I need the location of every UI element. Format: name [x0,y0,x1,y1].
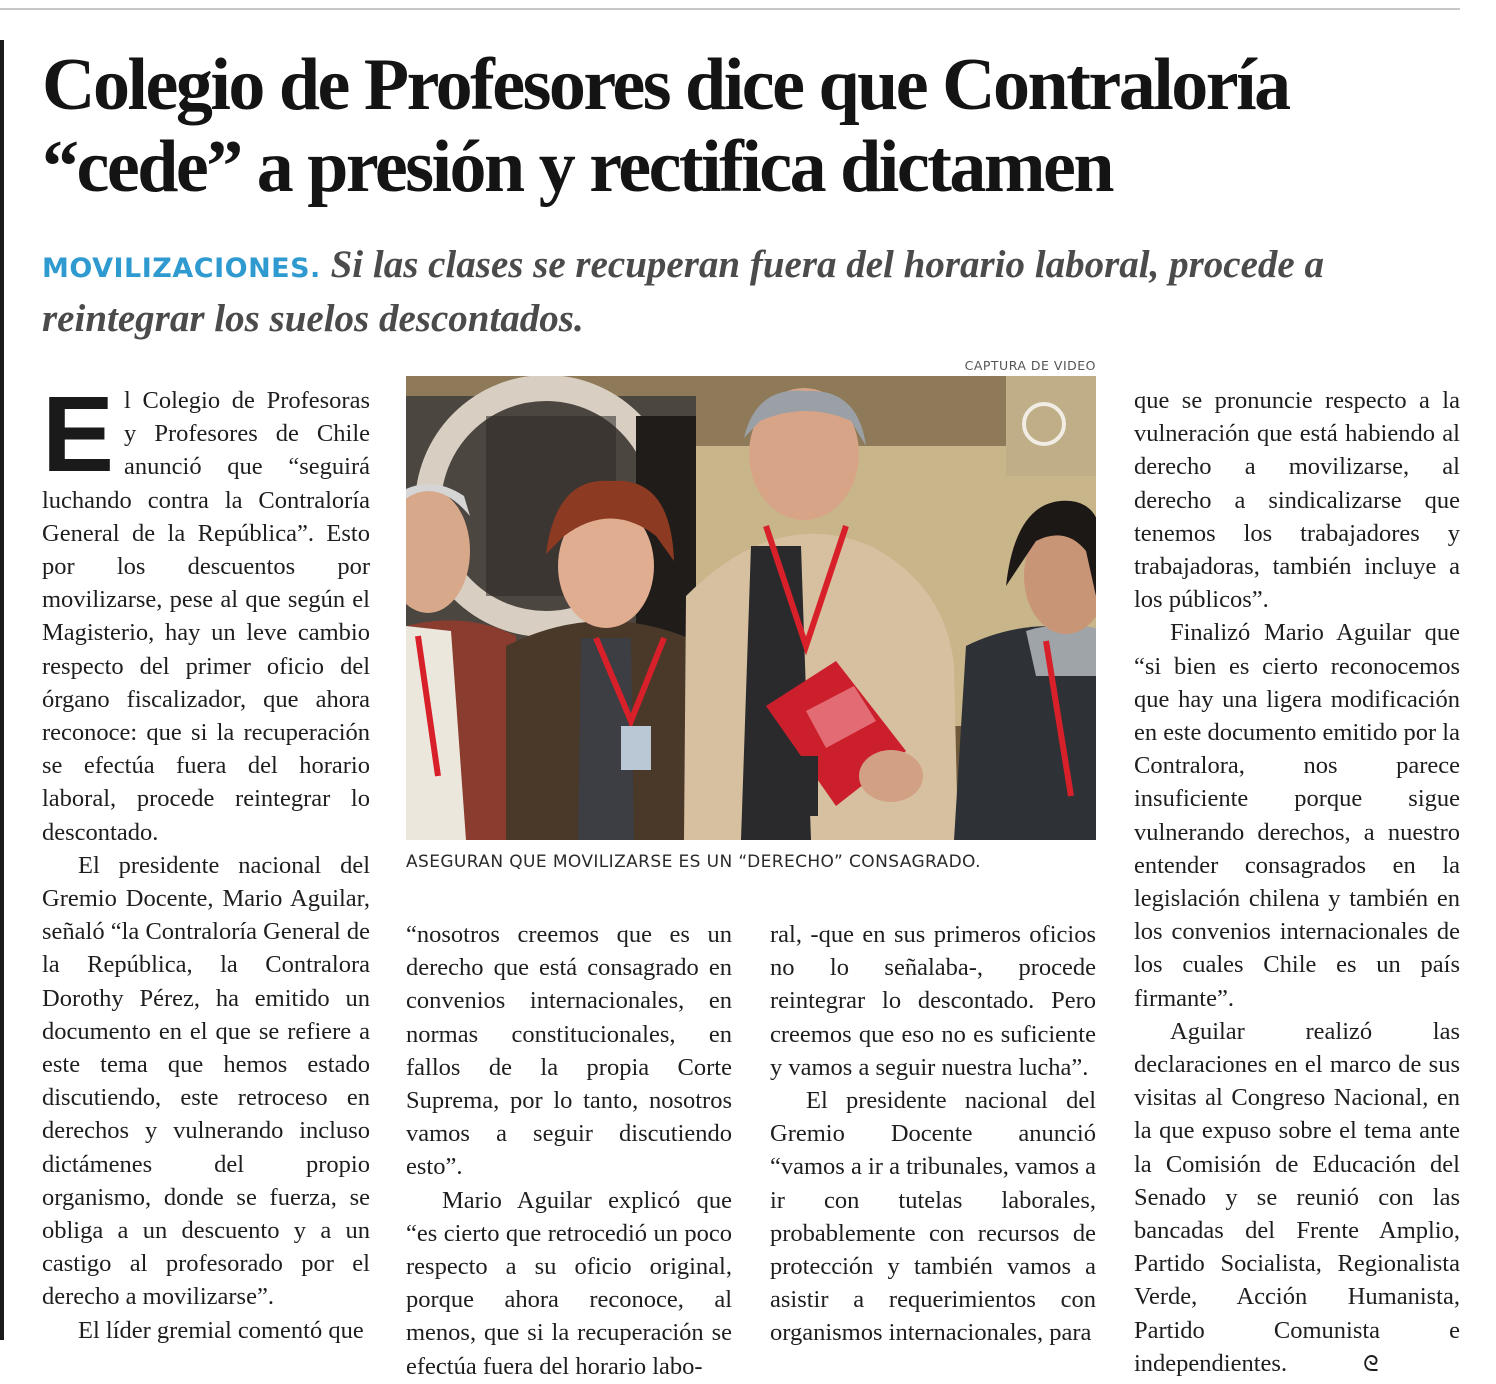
paragraph: “nosotros creemos que es un derecho que está consagrado en convenios internacionales, en normas constitucionales, en fallos de la propia Corte Suprema, por lo tanto, nosotros vamos a seguir discutiendo esto”. [406,921,732,1181]
column-1 [42,373,370,1347]
paragraph: El presidente nacional del Gremio Docente anunció “vamos a ir a tribunales, vamos a ir con tutelas laborales, probablemente con recursos de protección y también vamos a asistir a requerimientos con organismos internacionales, para [770,1087,1096,1347]
headline [42,44,1462,208]
deck [42,240,1442,344]
column-3 [770,918,1096,1350]
paragraph: Mario Aguilar explicó que “es cierto que retrocedió un poco respecto a su oficio original, porque ahora reconoce, al menos, que si la recuperación se efectúa fuera del horario labo- [406,1186,732,1380]
dropcap: E [42,373,115,494]
photo-caption: ASEGURAN QUE MOVILIZARSE ES UN “DERECHO” CONSAGRADO. [406,852,981,872]
column-2 [406,918,732,1383]
column-4 [1134,384,1460,1381]
headline-line-1: Colegio de Profesores dice que Contraloría [42,44,1289,126]
paragraph-text: Aguilar realizó las declaraciones en el marco de sus visitas al Congreso Nacional, en la que expuso sobre el tema ante la Comisión de Educación del Senado y se reunió con las bancadas del Frente Amplio, Partido Socialista, Regionalista Verde, Acción Humanista, Partido Comunista e independientes. [1134,1017,1460,1377]
deck-text: Si las clases se recuperan fuera del horario laboral, procede a reintegrar los suelos descontados. [42,243,1324,340]
paragraph: El presidente nacional del Gremio Docente, Mario Aguilar, señaló “la Contraloría General de la República, la Contralora Dorothy Pérez, ha emitido un documento en el que se refiere a este tema que hemos estado discutiendo, este retroceso en derechos y vulnerando incluso dictámenes del propio organismo, donde se fuerza, se obliga a un descuento y a un castigo al profesorado por el derecho a movilizarse”. [42,851,370,1311]
paragraph: Finalizó Mario Aguilar que “si bien es cierto reconocemos que hay una ligera modificación en este documento emitido por la Contralora, nos parece insuficiente porque sigue vulnerando derechos, a nuestro entender consagrados en la legislación chilena y también en los convenios internacionales de los cuales Chile es un país firmante”. [1134,619,1460,1012]
paragraph: ral, -que en sus primeros oficios no lo señalaba-, procede reintegrar lo descontado. Pero creemos que eso no es suficiente y vamos a seguir nuestra lucha”. [770,921,1096,1081]
paragraph [42,373,370,849]
top-rule [0,8,1460,10]
headline-line-2: “cede” a presión y rectifica dictamen [42,126,1113,208]
end-mark-icon: ᘓ [1363,1351,1379,1377]
photo-credit: CAPTURA DE VIDEO [964,358,1096,373]
paragraph [1134,1015,1460,1381]
article-photo [406,376,1096,840]
paragraph-text: l Colegio de Profesoras y Profesores de Chile anunció que “seguirá luchando contra la Contraloría General de la República”. Esto por los descuentos por movilizarse, pese al que según el Magisterio, hay un leve cambio respecto del primer oficio del órgano fiscalizador, que ahora reconoce: que si la recuperación se efectúa fuera del horario laboral, procede reintegrar lo descontado. [42,387,370,846]
paragraph: que se pronuncie respecto a la vulneración que está habiendo al derecho a movilizarse, al derecho a sindicalizarse que tenemos los trabajadores y trabajadoras, también incluye a los públicos”. [1134,387,1460,614]
kicker: MOVILIZACIONES. [42,253,321,284]
left-margin-bar [0,40,4,1340]
paragraph: El líder gremial comentó que [78,1316,364,1344]
